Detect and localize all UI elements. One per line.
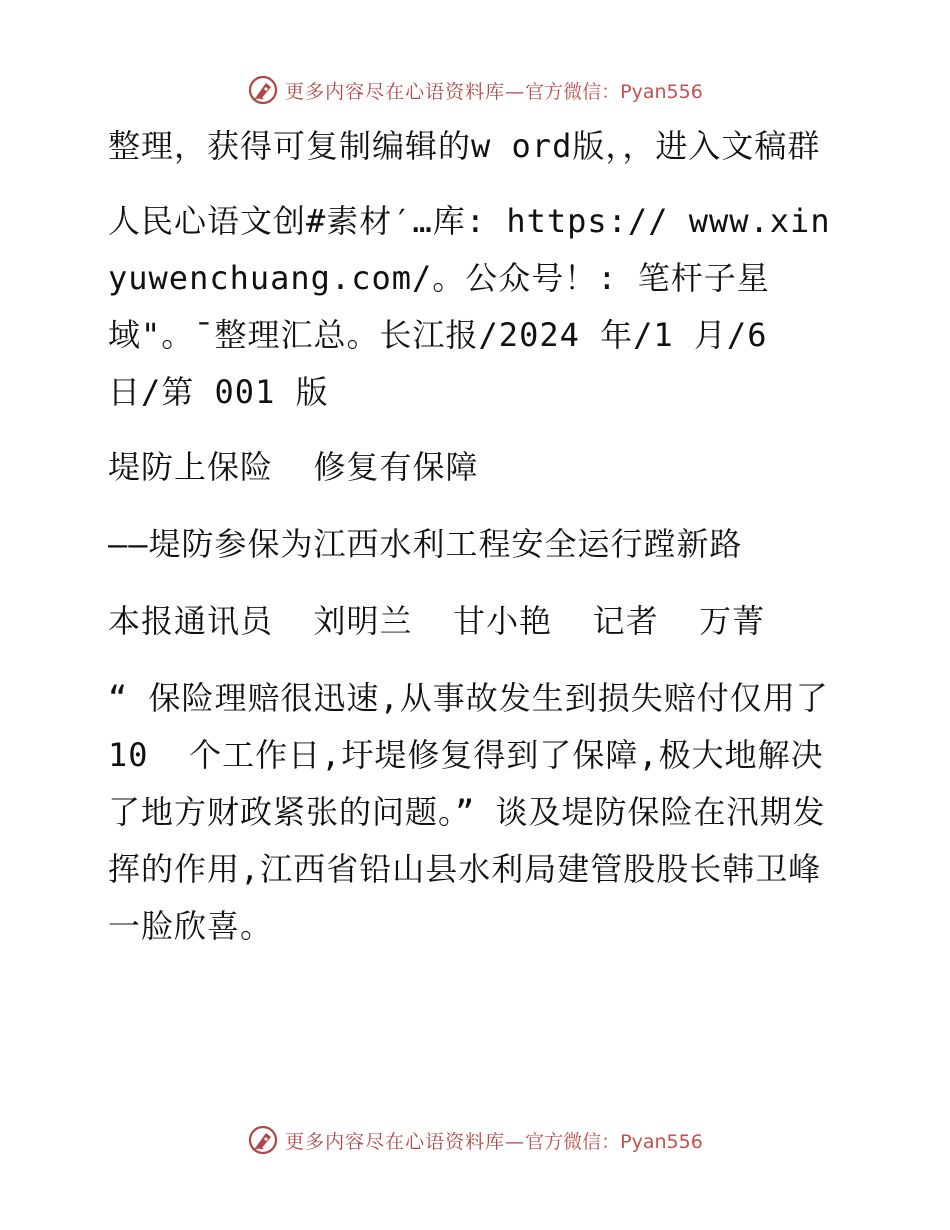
watermark-text: 更多内容尽在心语资料库—官方微信：Pyan556 [285, 1130, 703, 1153]
document-body [96, 118, 850, 955]
pen-nib-logo-icon [247, 74, 279, 106]
subheadline: ——堤防参保为江西水利工程安全运行蹚新路 [108, 525, 743, 563]
byline: 本报通讯员 刘明兰 甘小艳 记者 万菁 [108, 602, 766, 640]
top-watermark-banner [0, 72, 950, 108]
source-line: 人民心语文创#素材′…库: https:// www.xinyuwenchuang.com/。公众号！: 笔杆子星域"。¯整理汇总。长江报/2024 年/1 月/6 日/第 001 版 [108, 202, 831, 411]
bottom-watermark-banner [0, 1122, 950, 1158]
headline: 堤防上保险 修复有保障 [108, 448, 479, 486]
body-paragraph: “ 保险理赔很迅速,从事故发生到损失赔付仅用了 10 个工作日,圩堤修复得到了保障,极大地解决了地方财政紧张的问题。” 谈及堤防保险在汛期发挥的作用,江西省铅山县水利局建管股股长韩卫峰一脸欣喜。 [108, 679, 850, 945]
watermark-text: 更多内容尽在心语资料库—官方微信：Pyan556 [285, 80, 703, 103]
pen-nib-logo-icon [247, 1124, 279, 1156]
intro-line: 整理，获得可复制编辑的w ord版，，进入文稿群 [108, 127, 821, 165]
